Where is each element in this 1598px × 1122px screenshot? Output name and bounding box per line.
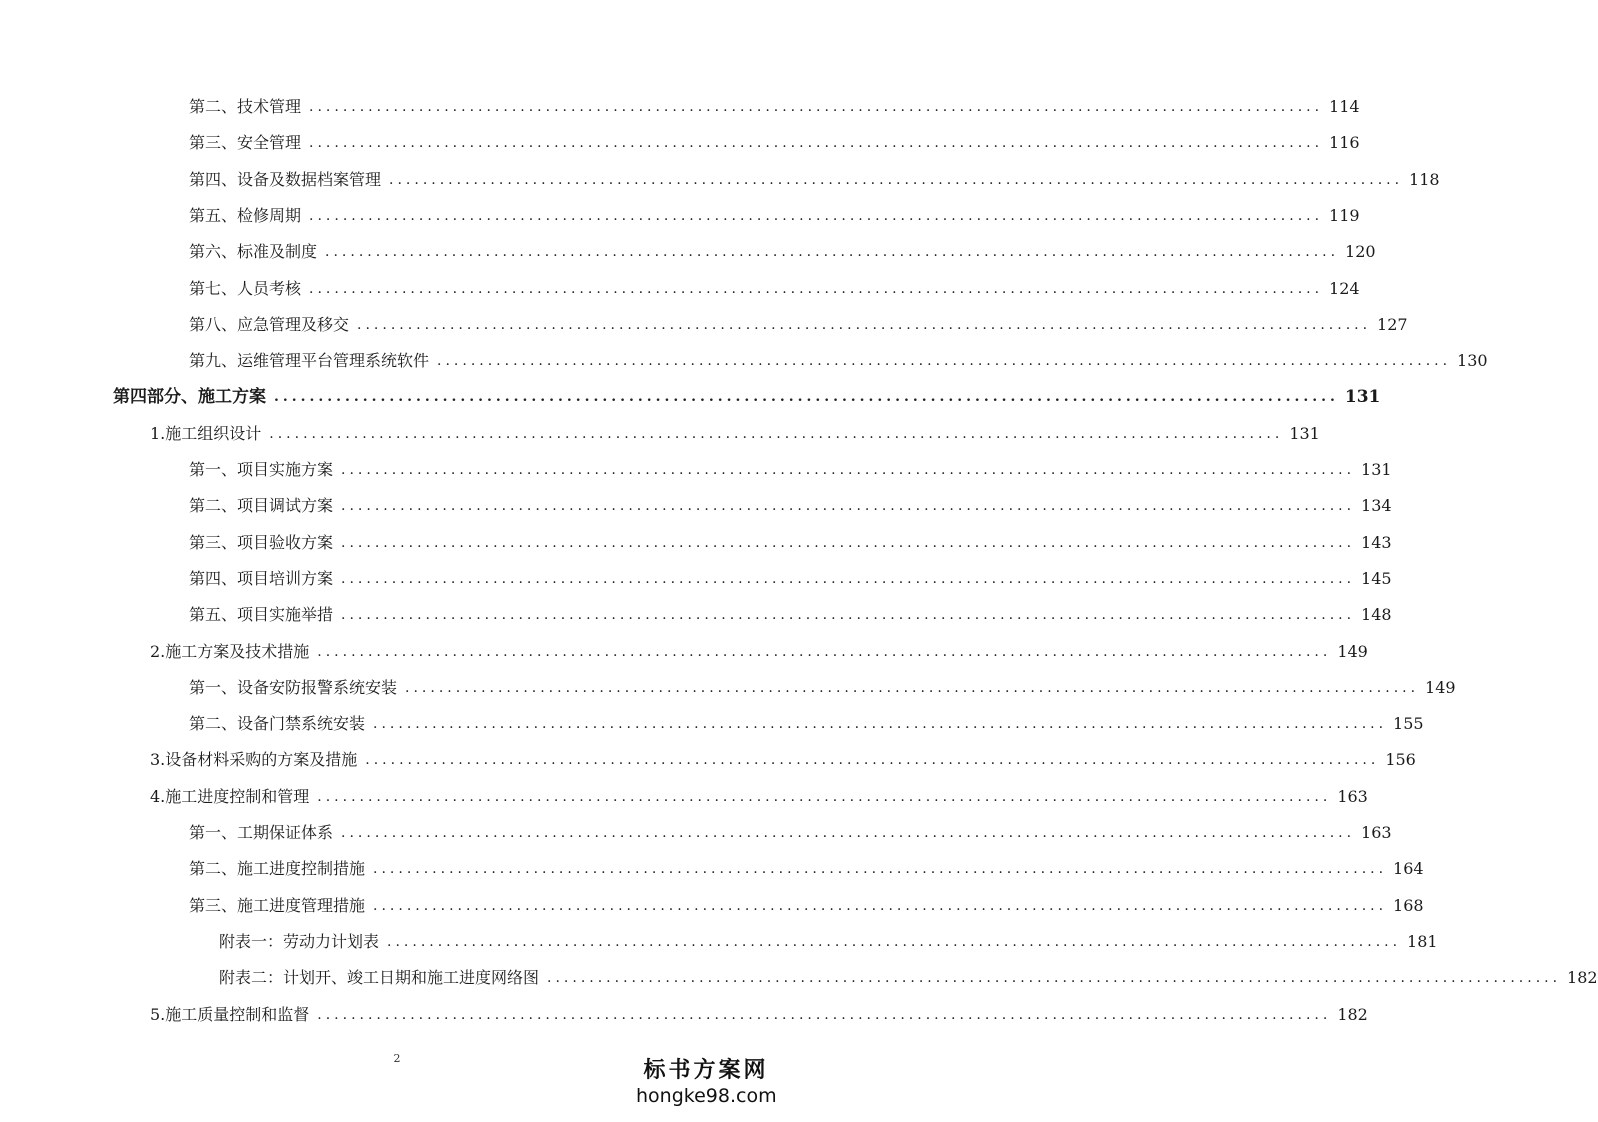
toc-dot-leader: ........................................................................................................................ (309, 135, 1324, 152)
toc-entry-label: 第一、工期保证体系 (189, 823, 334, 842)
toc-entry-page-number: 124 (1329, 278, 1360, 298)
toc-dot-leader: ........................................................................................................................ (325, 244, 1340, 261)
toc-entry-label: 第一、设备安防报警系统安装 (189, 677, 398, 697)
toc-entry-label: 第三、安全管理 (189, 133, 302, 153)
toc-section-entry[interactable] (150, 782, 1368, 812)
toc-subsection-entry[interactable] (189, 237, 1376, 267)
toc-dot-leader: ........................................................................................................................ (309, 99, 1324, 115)
toc-entry-label: 第九、运维管理平台管理系统软件 (189, 351, 430, 371)
toc-entry-page-number: 148 (1361, 605, 1392, 625)
toc-entry-page-number: 127 (1377, 314, 1408, 334)
toc-subsection-entry[interactable] (189, 600, 1392, 630)
toc-entry-page-number: 120 (1345, 242, 1376, 262)
toc-dot-leader: ........................................................................................................................ (309, 207, 1324, 224)
watermark-chinese-text: 标书方案网 (643, 1058, 769, 1083)
toc-dot-leader: ........................................................................................................................ (341, 498, 1356, 515)
toc-entry-page-number: 164 (1393, 859, 1424, 879)
toc-entry-page-number: 130 (1457, 351, 1488, 371)
toc-entry-page-number: 182 (1567, 968, 1598, 988)
toc-dot-leader: ........................................................................................................................ (547, 970, 1562, 987)
toc-dot-leader: ........................................................................................................................ (405, 679, 1420, 696)
toc-entry-page-number: 143 (1361, 532, 1392, 552)
toc-entry-label: 第三、施工进度管理措施 (189, 895, 366, 915)
toc-dot-leader: ........................................................................................................................ (437, 353, 1452, 370)
toc-dot-leader: ........................................................................................................................ (365, 752, 1380, 769)
toc-entry-page-number: 114 (1329, 97, 1360, 116)
toc-subsection-entry[interactable] (189, 128, 1360, 158)
toc-subsection-entry[interactable] (189, 310, 1408, 340)
toc-entry-label: 第七、人员考核 (189, 278, 302, 298)
toc-entry-label: 第八、应急管理及移交 (189, 314, 350, 334)
watermark-logo (636, 1058, 776, 1108)
toc-subsection-entry[interactable] (189, 92, 1360, 122)
toc-dot-leader: ........................................................................................................................ (341, 607, 1356, 624)
toc-entry-label: 第六、标准及制度 (189, 242, 318, 262)
toc-dot-leader: ........................................................................................................................ (341, 570, 1356, 587)
toc-subsection-entry[interactable] (189, 346, 1488, 376)
toc-entry-label: 第二、项目调试方案 (189, 496, 334, 516)
toc-entry-label: 第二、技术管理 (189, 97, 302, 116)
toc-entry-page-number: 182 (1337, 1004, 1368, 1024)
toc-subsection-entry[interactable] (189, 891, 1424, 921)
toc-entry-label: 第一、项目实施方案 (189, 460, 334, 479)
toc-subsection-entry[interactable] (189, 709, 1424, 739)
toc-entry-page-number: 131 (1289, 423, 1320, 443)
toc-entry-page-number: 168 (1393, 895, 1424, 915)
toc-entry-page-number: 149 (1425, 677, 1456, 697)
toc-section-entry[interactable] (150, 637, 1368, 667)
toc-dot-leader: ........................................................................................................................ (387, 933, 1402, 950)
toc-dot-leader: ........................................................................................................................ (269, 425, 1284, 442)
toc-entry-label: 1.施工组织设计 (150, 423, 262, 443)
toc-dot-leader: ........................................................................................................................ (317, 1006, 1332, 1023)
toc-dot-leader: ........................................................................................................................ (274, 389, 1339, 406)
watermark-domain-text: hongke98.com (636, 1085, 777, 1107)
toc-entry-label: 3.设备材料采购的方案及措施 (150, 750, 358, 770)
toc-entry-page-number: 131 (1361, 460, 1392, 479)
toc-entry-label: 第五、项目实施举措 (189, 605, 334, 625)
page-number: 2 (393, 1052, 401, 1065)
toc-subsection-entry[interactable] (219, 927, 1438, 957)
toc-subsection-entry[interactable] (219, 963, 1598, 993)
toc-dot-leader: ........................................................................................................................ (341, 462, 1356, 478)
toc-subsection-entry[interactable] (189, 673, 1456, 703)
toc-dot-leader: ........................................................................................................................ (317, 788, 1332, 805)
toc-entry-page-number: 119 (1329, 205, 1360, 225)
toc-dot-leader: ........................................................................................................................ (389, 171, 1404, 188)
toc-entry-label: 附表二：计划开、竣工日期和施工进度网络图 (219, 968, 540, 988)
toc-dot-leader: ........................................................................................................................ (317, 643, 1332, 660)
toc-entry-page-number: 118 (1409, 169, 1440, 189)
toc-dot-leader: ........................................................................................................................ (373, 861, 1388, 878)
toc-dot-leader: ........................................................................................................................ (341, 534, 1356, 551)
toc-section-entry[interactable] (150, 419, 1320, 449)
toc-entry-page-number: 155 (1393, 714, 1424, 734)
toc-entry-label: 4.施工进度控制和管理 (150, 786, 310, 806)
toc-entry-label: 第四、项目培训方案 (189, 568, 334, 588)
toc-subsection-entry[interactable] (189, 455, 1392, 485)
toc-entry-label: 第三、项目验收方案 (189, 532, 334, 552)
toc-entry-page-number: 163 (1361, 823, 1392, 842)
toc-subsection-entry[interactable] (189, 564, 1392, 594)
toc-entry-page-number: 156 (1385, 750, 1416, 770)
toc-entry-page-number: 134 (1361, 496, 1392, 516)
toc-subsection-entry[interactable] (189, 201, 1360, 231)
toc-entry-page-number: 131 (1344, 387, 1381, 408)
toc-dot-leader: ........................................................................................................................ (373, 716, 1388, 733)
toc-dot-leader: ........................................................................................................................ (309, 280, 1324, 297)
toc-subsection-entry[interactable] (189, 818, 1392, 848)
toc-subsection-entry[interactable] (189, 491, 1392, 521)
toc-dot-leader: ........................................................................................................................ (357, 316, 1372, 333)
toc-entry-label: 附表一：劳动力计划表 (219, 931, 380, 951)
toc-subsection-entry[interactable] (189, 165, 1440, 195)
toc-subsection-entry[interactable] (189, 528, 1392, 558)
toc-entry-label: 第四部分、施工方案 (113, 387, 266, 408)
toc-entry-label: 第五、检修周期 (189, 205, 302, 225)
toc-part-heading[interactable] (113, 382, 1381, 412)
toc-section-entry[interactable] (150, 1000, 1368, 1030)
toc-section-entry[interactable] (150, 745, 1416, 775)
toc-dot-leader: ........................................................................................................................ (341, 825, 1356, 841)
toc-subsection-entry[interactable] (189, 854, 1424, 884)
toc-entry-page-number: 181 (1407, 931, 1438, 951)
toc-entry-page-number: 145 (1361, 568, 1392, 588)
toc-entry-label: 第四、设备及数据档案管理 (189, 169, 382, 189)
toc-entry-label: 5.施工质量控制和监督 (150, 1004, 310, 1024)
toc-subsection-entry[interactable] (189, 274, 1360, 304)
toc-entry-label: 2.施工方案及技术措施 (150, 641, 310, 661)
toc-entry-label: 第二、施工进度控制措施 (189, 859, 366, 879)
toc-entry-page-number: 116 (1329, 133, 1360, 153)
toc-entry-label: 第二、设备门禁系统安装 (189, 714, 366, 734)
toc-entry-page-number: 163 (1337, 786, 1368, 806)
toc-entry-page-number: 149 (1337, 641, 1368, 661)
toc-dot-leader: ........................................................................................................................ (373, 897, 1388, 914)
